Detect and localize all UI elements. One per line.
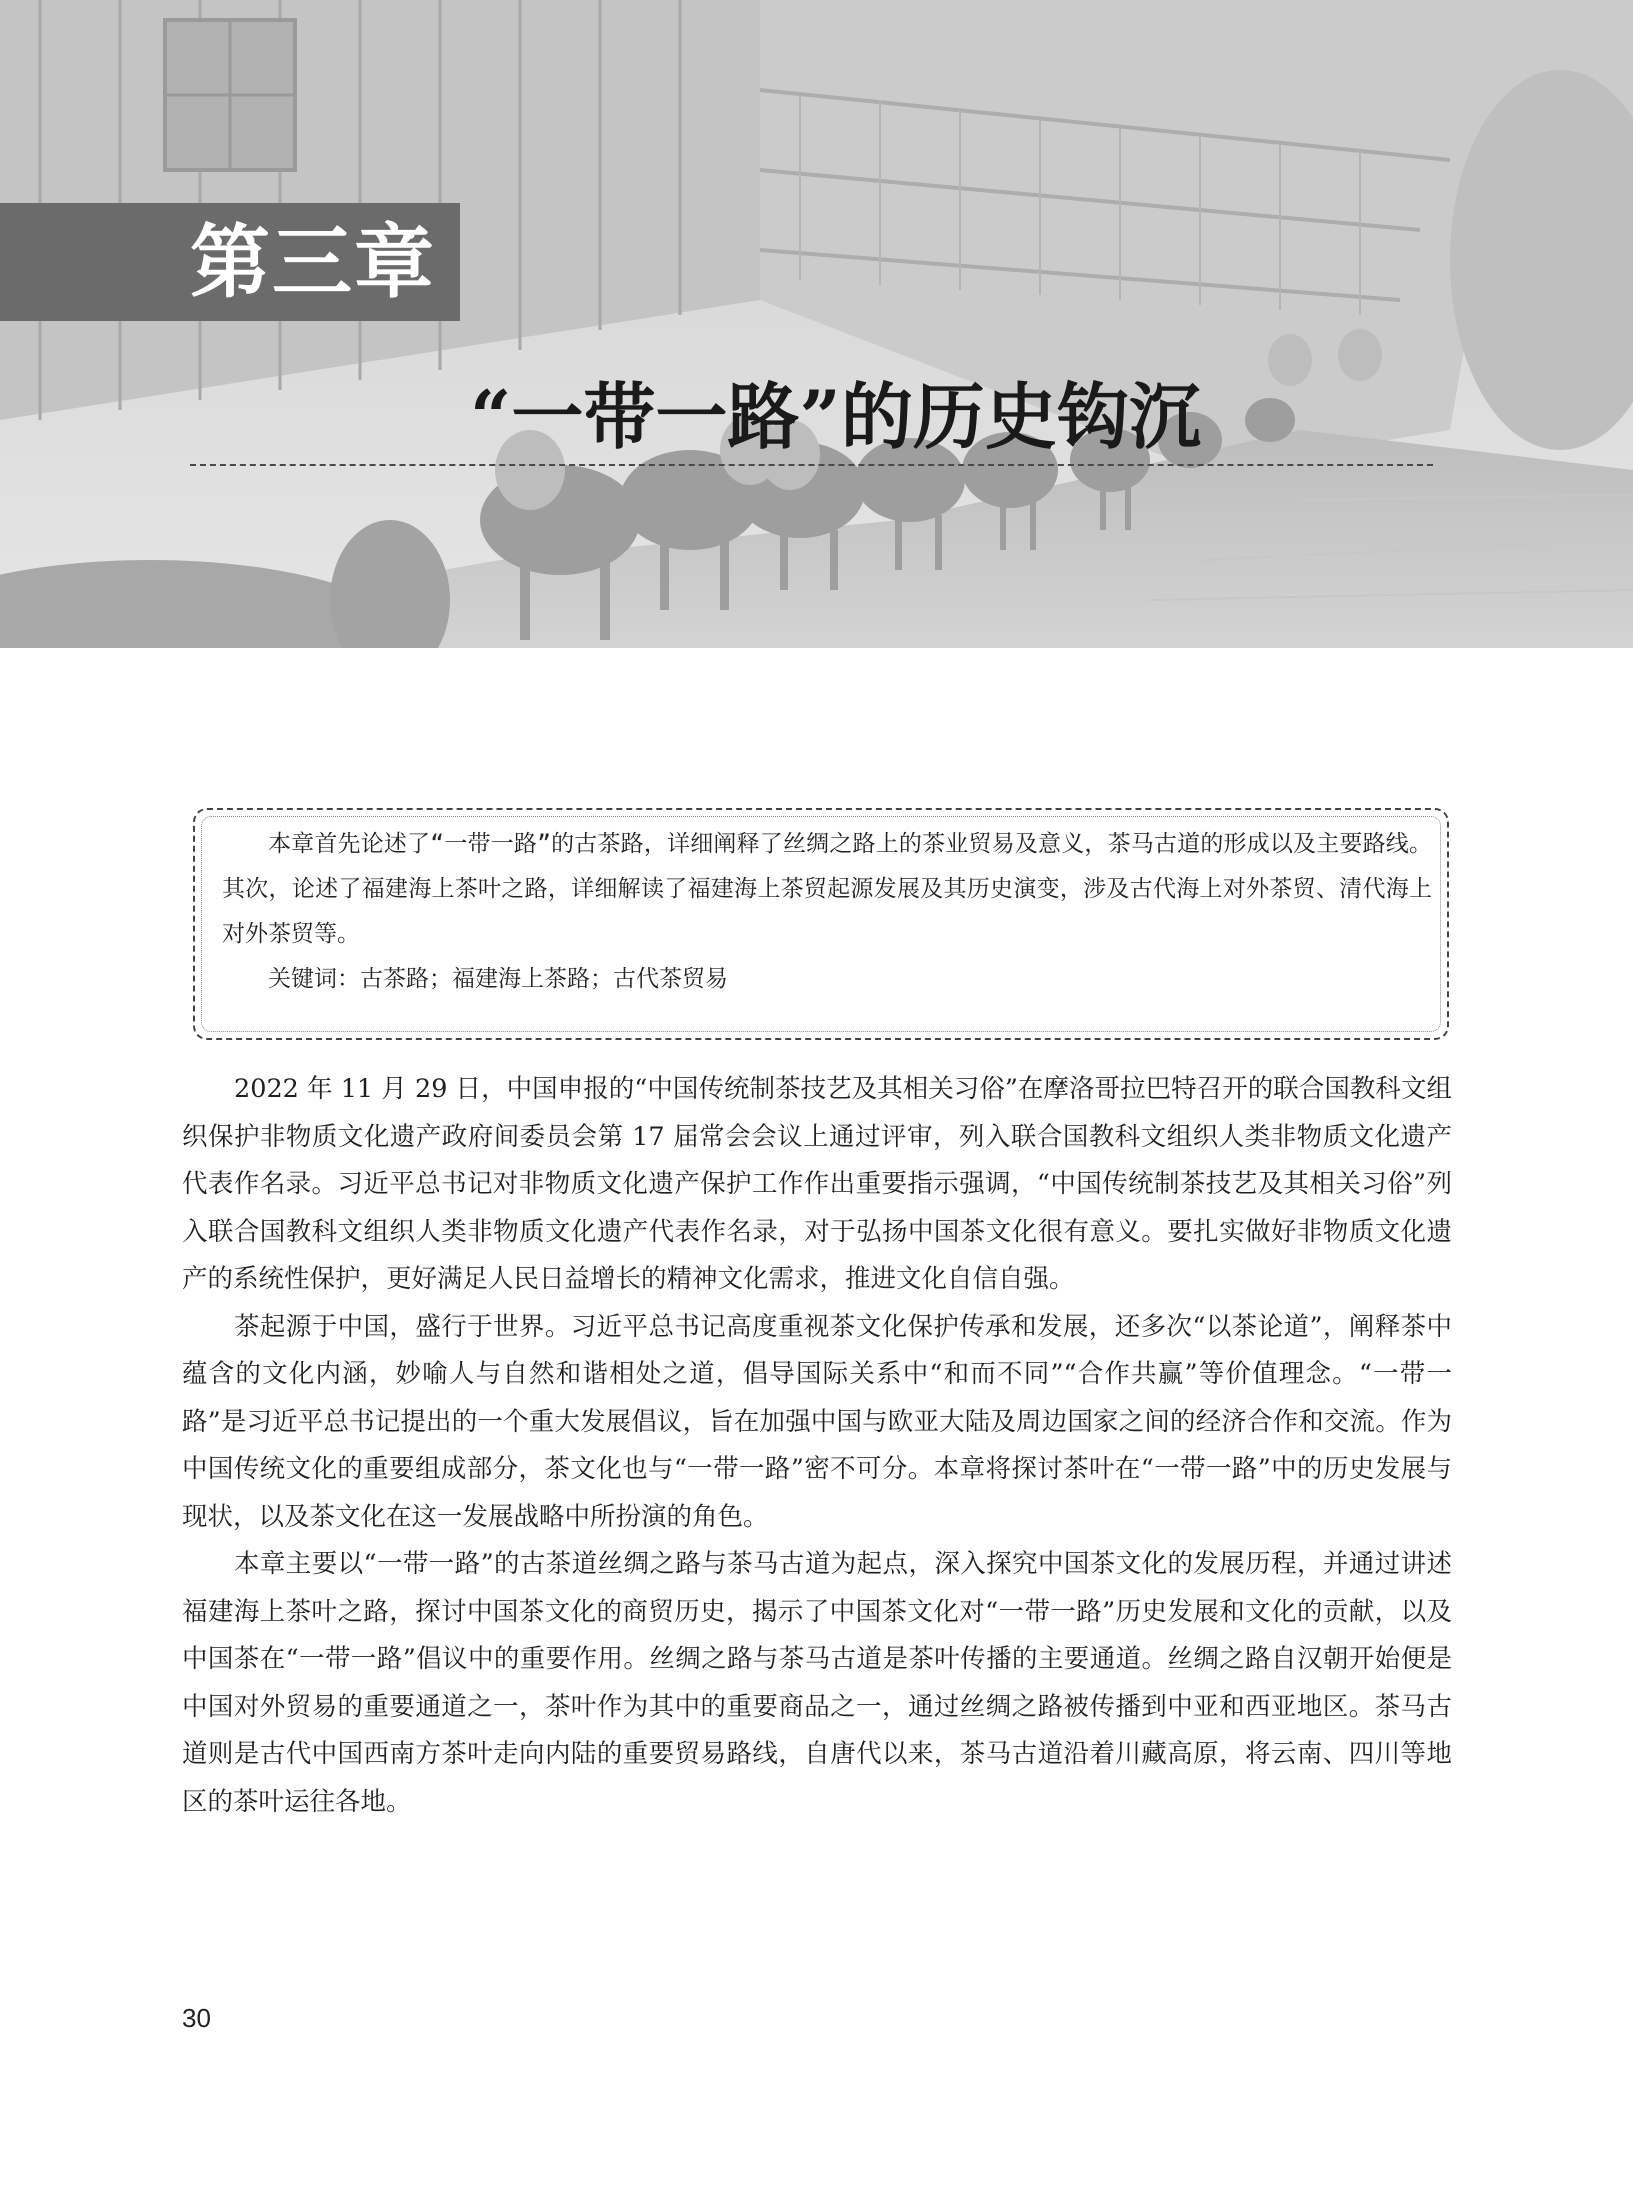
chapter-abstract	[222, 822, 1432, 1002]
body-text	[182, 1066, 1452, 1826]
body-paragraph: 2022 年 11 月 29 日，中国申报的“中国传统制茶技艺及其相关习俗”在摩洛哥拉巴特召开的联合国教科文组织保护非物质文化遗产政府间委员会第 17 届常会会议上通过评审，列入联合国教科文组织人类非物质文化遗产代表作名录。习近平总书记对非物质文化遗产保护工作作出重要指示强调，“中国传统制茶技艺及其相关习俗”列入联合国教科文组织人类非物质文化遗产代表作名录，对于弘扬中国茶文化很有意义。要扎实做好非物质文化遗产的系统性保护，更好满足人民日益增长的精神文化需求，推进文化自信自强。	[182, 1074, 1452, 1294]
village-street-photo	[0, 0, 1633, 648]
body-paragraph: 本章主要以“一带一路”的古茶道丝绸之路与茶马古道为起点，深入探究中国茶文化的发展历程，并通过讲述福建海上茶叶之路，探讨中国茶文化的商贸历史，揭示了中国茶文化对“一带一路”历史发展和文化的贡献，以及中国茶在“一带一路”倡议中的重要作用。丝绸之路与茶马古道是茶叶传播的主要通道。丝绸之路自汉朝开始便是中国对外贸易的重要通道之一，茶叶作为其中的重要商品之一，通过丝绸之路被传播到中亚和西亚地区。茶马古道则是古代中国西南方茶叶走向内陆的重要贸易路线，自唐代以来，茶马古道沿着川藏高原，将云南、四川等地区的茶叶运往各地。	[182, 1549, 1452, 1817]
chapter-label: 第三章	[190, 215, 436, 309]
page-number: 30	[182, 2003, 211, 2033]
title-divider	[190, 464, 1433, 466]
body-paragraph: 茶起源于中国，盛行于世界。习近平总书记高度重视茶文化保护传承和发展，还多次“以茶论道”，阐释茶中蕴含的文化内涵，妙喻人与自然和谐相处之道，倡导国际关系中“和而不同”“合作共赢”等价值理念。“一带一路”是习近平总书记提出的一个重大发展倡议，旨在加强中国与欧亚大陆及周边国家之间的经济合作和交流。作为中国传统文化的重要组成部分，茶文化也与“一带一路”密不可分。本章将探讨茶叶在“一带一路”中的历史发展与现状，以及茶文化在这一发展战略中所扮演的角色。	[182, 1311, 1452, 1532]
abstract-summary: 本章首先论述了“一带一路”的古茶路，详细阐释了丝绸之路上的茶业贸易及意义，茶马古道的形成以及主要路线。其次，论述了福建海上茶叶之路，详细解读了福建海上茶贸起源发展及其历史演变，涉及古代海上对外茶贸、清代海上对外茶贸等。	[222, 831, 1432, 947]
chapter-title: “一带一路”的历史钩沉	[470, 374, 1201, 459]
chapter-header-photo	[0, 0, 1633, 648]
abstract-keywords: 关键词：古茶路；福建海上茶路；古代茶贸易	[268, 966, 728, 992]
